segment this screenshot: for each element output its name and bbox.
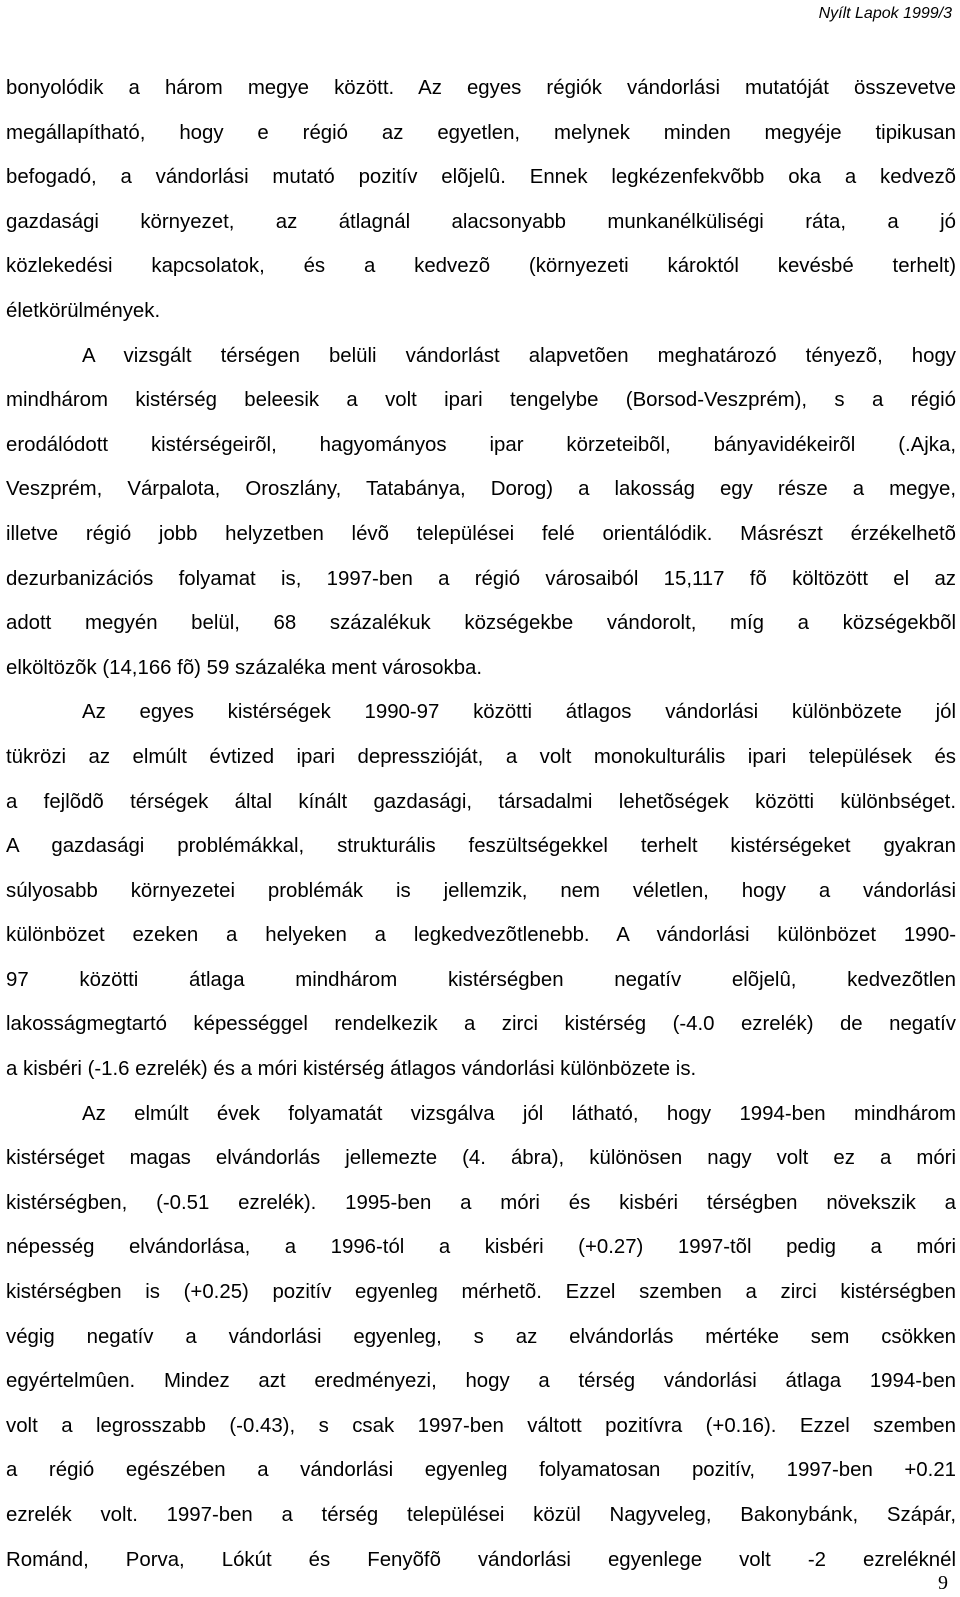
text-line: megállapítható, hogy e régió az egyetlen, melynek minden megyéje tipikusan <box>6 121 956 144</box>
text-line: a kisbéri (-1.6 ezrelék) és a móri kistérség átlagos vándorlási különbözete is. <box>6 1058 697 1081</box>
text-line: különbözet ezeken a helyeken a legkedvezõtlenebb. A vándorlási különbözet 1990- <box>6 924 956 947</box>
text-line: egyértelmûen. Mindez azt eredményezi, hogy a térség vándorlási átlaga 1994-ben <box>6 1370 956 1393</box>
text-line: befogadó, a vándorlási mutató pozitív elõjelû. Ennek legkézenfekvõbb oka a kedvezõ <box>6 166 956 189</box>
text-line: illetve régió jobb helyzetben lévõ települései felé orientálódik. Másrészt érzékelhetõ <box>6 522 956 545</box>
page-number: 9 <box>938 1572 948 1594</box>
text-line: életkörülmények. <box>6 299 161 322</box>
text-line: gazdasági környezet, az átlagnál alacsonyabb munkanélküliségi ráta, a jó <box>6 210 956 233</box>
text-line: lakosságmegtartó képességgel rendelkezik a zirci kistérség (-4.0 ezrelék) de negatív <box>6 1013 956 1036</box>
text-line: A gazdasági problémákkal, strukturális feszültségekkel terhelt kistérségeket gyakran <box>6 835 956 858</box>
running-header: Nyílt Lapok 1999/3 <box>818 5 952 22</box>
text-line: Veszprém, Várpalota, Oroszlány, Tatabánya, Dorog) a lakosság egy része a megye, <box>6 478 956 501</box>
text-line: kistérségben, (-0.51 ezrelék). 1995-ben a móri és kisbéri térségben növekszik a <box>6 1191 956 1214</box>
text-line: ezrelék volt. 1997-ben a térség települései közül Nagyveleg, Bakonybánk, Szápár, <box>6 1504 956 1526</box>
text-line: kistérségben is (+0.25) pozitív egyenleg mérhetõ. Ezzel szemben a zirci kistérségben <box>6 1281 956 1304</box>
text-line: elköltözõk (14,166 fõ) 59 százaléka ment városokba. <box>6 656 483 679</box>
paragraph-first-line: A vizsgált térségen belüli vándorlást alapvetõen meghatározó tényezõ, hogy <box>82 344 956 367</box>
text-line: a fejlõdõ térségek által kínált gazdasági, társadalmi lehetõségek közötti különbséget. <box>6 790 956 813</box>
text-line: végig negatív a vándorlási egyenleg, s az elvándorlás mértéke sem csökken <box>6 1325 956 1348</box>
paragraph-first-line: Az egyes kistérségek 1990-97 közötti átlagos vándorlási különbözete jól <box>82 701 956 724</box>
document-body <box>6 66 956 1582</box>
text-line: a régió egészében a vándorlási egyenleg folyamatosan pozitív, 1997-ben +0.21 <box>6 1459 956 1482</box>
text-line: 97 közötti átlaga mindhárom kistérségben negatív elõjelû, kedvezõtlen <box>6 968 956 991</box>
text-line: kistérséget magas elvándorlás jellemezte (4. ábra), különösen nagy volt ez a móri <box>6 1147 956 1170</box>
text-line: népesség elvándorlása, a 1996-tól a kisbéri (+0.27) 1997-tõl pedig a móri <box>6 1236 956 1259</box>
text-line: adott megyén belül, 68 százalékuk községekbe vándorolt, míg a községekbõl <box>6 612 956 635</box>
text-line: közlekedési kapcsolatok, és a kedvezõ (környezeti károktól kevésbé terhelt) <box>6 255 956 278</box>
text-line: volt a legrosszabb (-0.43), s csak 1997-ben váltott pozitívra (+0.16). Ezzel szemben <box>6 1414 956 1437</box>
text-line: dezurbanizációs folyamat is, 1997-ben a régió városaiból 15,117 fõ költözött el az <box>6 567 956 590</box>
paragraph-first-line: Az elmúlt évek folyamatát vizsgálva jól látható, hogy 1994-ben mindhárom <box>82 1102 956 1125</box>
text-line: erodálódott kistérségeirõl, hagyományos ipar körzeteibõl, bányavidékeirõl (.Ajka, <box>6 433 956 456</box>
text-line: súlyosabb környezetei problémák is jellemzik, nem véletlen, hogy a vándorlási <box>6 879 956 902</box>
text-line: Románd, Porva, Lókút és Fenyõfõ vándorlási egyenlege volt -2 ezreléknél <box>6 1548 956 1571</box>
text-line: tükrözi az elmúlt évtized ipari depresszióját, a volt monokulturális ipari települések és <box>6 745 956 768</box>
text-line: bonyolódik a három megye között. Az egyes régiók vándorlási mutatóját összevetve <box>6 77 956 99</box>
text-line: mindhárom kistérség beleesik a volt ipari tengelybe (Borsod-Veszprém), s a régió <box>6 389 956 412</box>
